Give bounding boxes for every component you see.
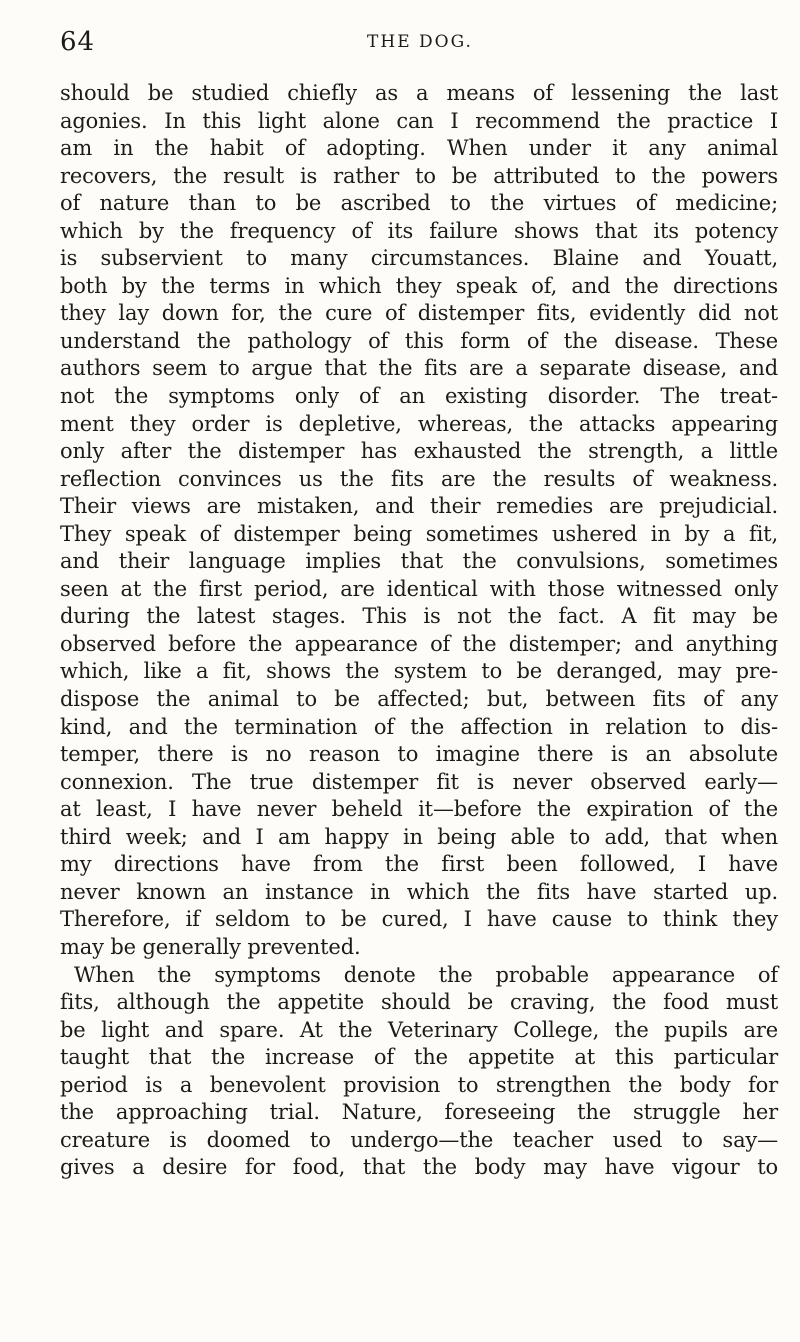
text-line: ment they order is depletive, whereas, the attacks appearing <box>60 411 778 436</box>
text-line: both by the terms in which they speak of, and the directions <box>60 273 778 298</box>
text-line: taught that the increase of the appetite at this particular <box>60 1045 778 1070</box>
text-line: creature is doomed to undergo—the teacher used to say— <box>60 1127 778 1152</box>
text-line: should be studied chiefly as a means of lessening the last <box>60 81 778 105</box>
text-line: third week; and I am happy in being able to add, that when <box>60 824 778 849</box>
text-line: may be generally prevented. <box>60 934 361 959</box>
text-line: period is a benevolent provision to strengthen the body for <box>60 1072 778 1097</box>
text-line: kind, and the termination of the affection in relation to dis- <box>60 714 778 739</box>
text-line: connexion. The true distemper fit is never observed early— <box>60 769 778 794</box>
text-line: only after the distemper has exhausted the strength, a little <box>60 439 778 464</box>
text-line: temper, there is no reason to imagine there is an absolute <box>60 742 778 767</box>
text-line: which by the frequency of its failure shows that its potency <box>60 218 778 243</box>
text-line: the approaching trial. Nature, foreseeing the struggle her <box>60 1100 778 1125</box>
text-line: Therefore, if seldom to be cured, I have cause to think they <box>60 907 778 932</box>
text-line: reflection convinces us the fits are the results of weakness. <box>60 466 778 491</box>
running-head: THE DOG. <box>367 32 473 52</box>
text-line: never known an instance in which the fits have started up. <box>60 879 778 904</box>
text-line: is subservient to many circumstances. Blaine and Youatt, <box>60 246 778 271</box>
text-line: during the latest stages. This is not the fact. A fit may be <box>60 604 778 629</box>
text-line: my directions have from the first been followed, I have <box>60 852 778 877</box>
text-line: which, like a fit, shows the system to be deranged, may pre- <box>60 659 778 684</box>
text-line: at least, I have never beheld it—before the expiration of the <box>60 797 778 822</box>
text-line: agonies. In this light alone can I recommend the practice I <box>60 108 778 133</box>
text-line: of nature than to be ascribed to the virtues of medicine; <box>60 191 778 216</box>
text-line: recovers, the result is rather to be attributed to the powers <box>60 163 778 188</box>
body-text <box>60 80 778 1182</box>
text-line: am in the habit of adopting. When under it any animal <box>60 136 778 161</box>
text-line: They speak of distemper being sometimes ushered in by a fit, <box>60 521 778 546</box>
page-number: 64 <box>60 27 96 57</box>
text-line: not the symptoms only of an existing disorder. The treat- <box>60 384 778 409</box>
text-line: they lay down for, the cure of distemper fits, evidently did not <box>60 301 778 326</box>
text-line: understand the pathology of this form of the disease. These <box>60 328 778 353</box>
text-line: authors seem to argue that the fits are a separate disease, and <box>60 356 778 381</box>
page-header <box>60 22 780 62</box>
text-line: fits, although the appetite should be craving, the food must <box>60 990 778 1015</box>
text-line: and their language implies that the convulsions, sometimes <box>60 549 778 574</box>
text-line: Their views are mistaken, and their remedies are prejudicial. <box>60 494 778 519</box>
text-line: gives a desire for food, that the body may have vigour to <box>60 1155 778 1180</box>
text-line: When the symptoms denote the probable appearance of <box>74 962 778 987</box>
text-line: observed before the appearance of the distemper; and anything <box>60 631 778 656</box>
text-line: be light and spare. At the Veterinary College, the pupils are <box>60 1017 778 1042</box>
text-line: seen at the first period, are identical with those witnessed only <box>60 576 778 601</box>
text-line: dispose the animal to be affected; but, between fits of any <box>60 687 778 712</box>
